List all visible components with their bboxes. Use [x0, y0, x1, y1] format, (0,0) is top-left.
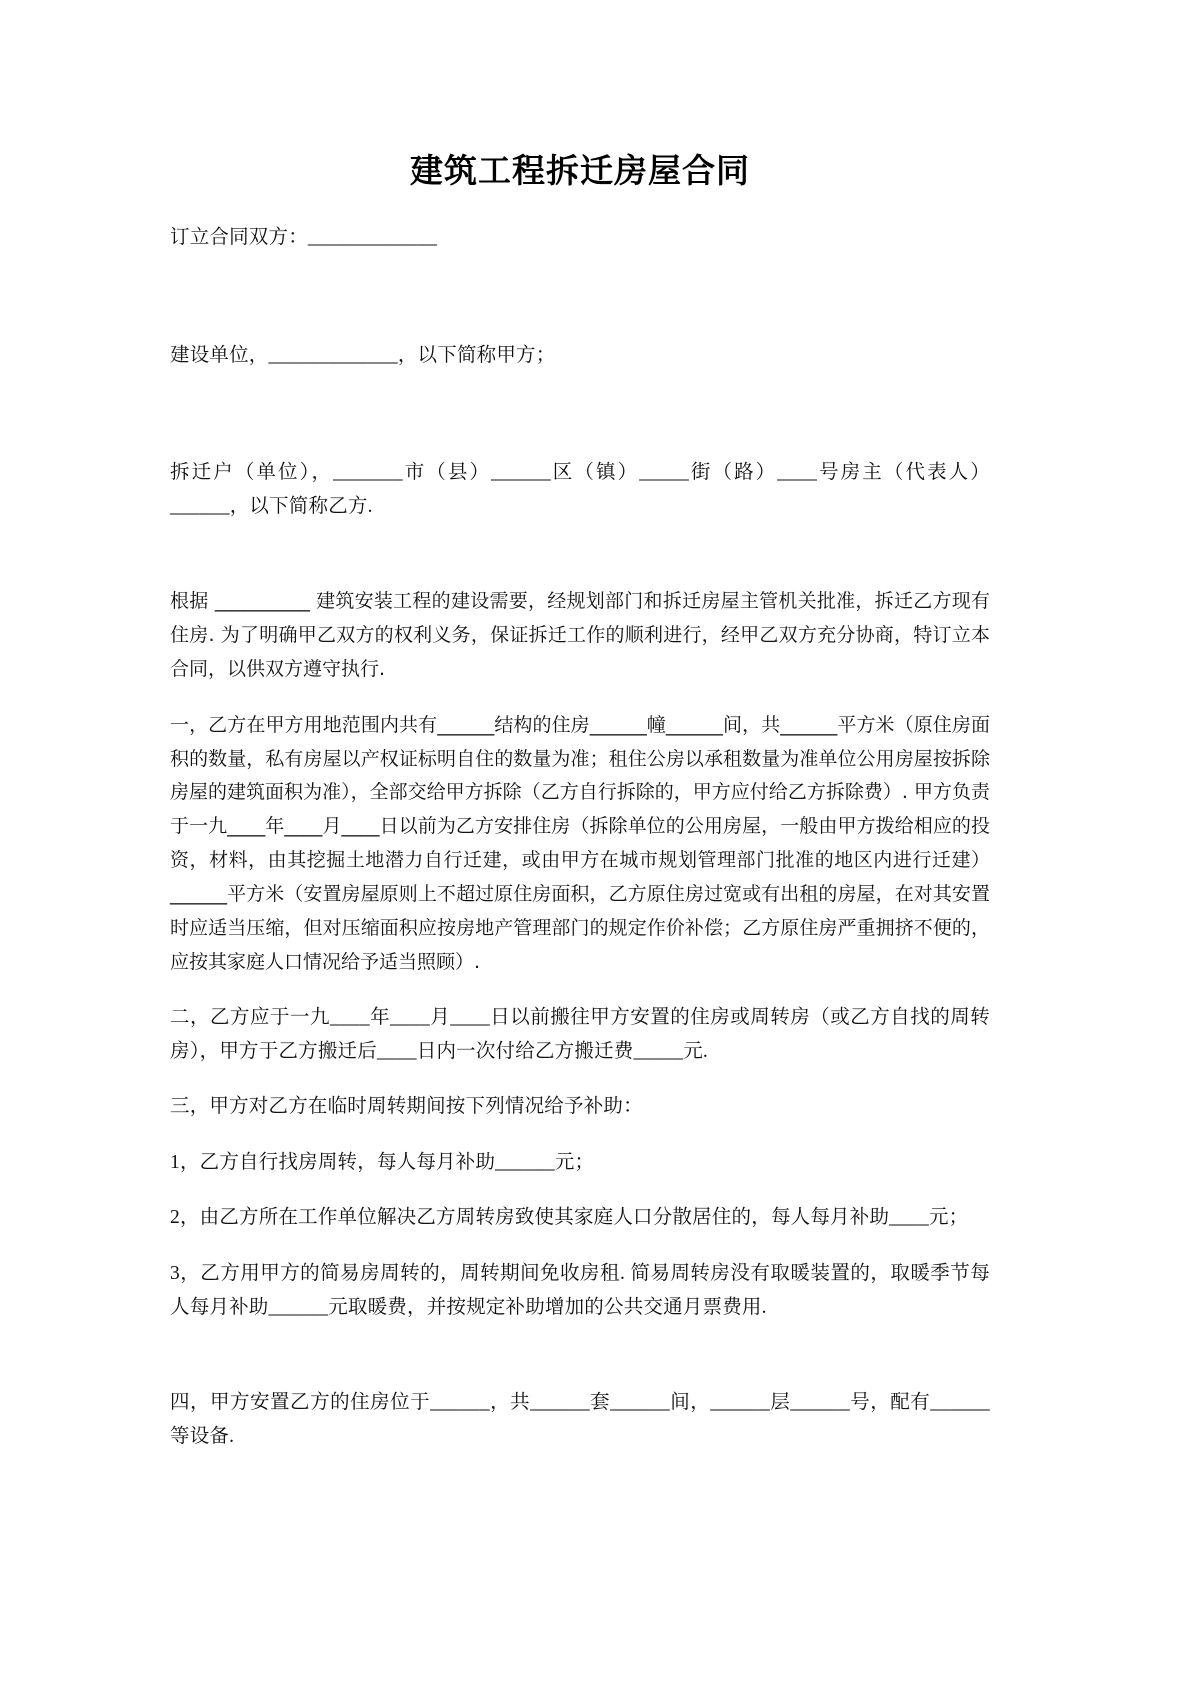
party-a-line: 建设单位，_____________，以下简称甲方；: [170, 344, 556, 366]
subclause-3: 3，乙方用甲方的简易房周转的，周转期间免收房租. 简易周转房没有取暖装置的，取暖季节每人每月补助______元取暖费，并按规定补助增加的公共交通月票费用.: [170, 1262, 990, 1318]
clause-3: 三，甲方对乙方在临时周转期间按下列情况给予补助：: [170, 1096, 643, 1118]
spacer: [170, 979, 990, 1001]
parties-line: 订立合同双方：_____________: [170, 227, 438, 249]
party-b-line: 拆迁户（单位），_______市（县）______区（镇）_____街（路）____号房主（代表人）______，以下简称乙方.: [170, 462, 990, 517]
spacer: [170, 191, 990, 221]
spacer: [170, 1179, 990, 1201]
spacer: [170, 372, 990, 456]
subclause-1: 1，乙方自行找房周转，每人每月补助______元；: [170, 1151, 595, 1173]
spacer: [170, 687, 990, 709]
preamble-paragraph: 根据 __________ 建筑安装工程的建设需要，经规划部门和拆迁房屋主管机关批准，拆迁乙方现有住房. 为了明确甲乙双方的权利义务，保证拆迁工作的顺利进行，经甲乙双方充分协商，特订立本合同，以供双方遵守执行.: [170, 590, 990, 680]
clause-4: 四，甲方安置乙方的住房位于______，共______套______间，______层______号，配有______等设备.: [170, 1392, 990, 1447]
spacer: [170, 1068, 990, 1090]
spacer: [170, 1235, 990, 1257]
clause-1: 一，乙方在甲方用地范围内共有______结构的住房______幢______间，共______平方米（原住房面积的数量，私有房屋以产权证标明自住的数量为准；租住公房以承租数量为准单位公用房屋按拆除房屋的建筑面积为准），全部交给甲方拆除（乙方自行拆除的，甲方应付给乙方拆除费）. 甲方负责于一九____年____月____日以前为乙方安排住房（拆除单位的公用房屋，一般由甲方拨给相应的投资，材料，由其挖掘土地潜力自行迁建，或由甲方在城市规划管理部门批准的地区内进行迁建）______平方米（安置房屋原则上不超过原住房面积，乙方原住房过宽或有出租的房屋，在对其安置时应适当压缩，但对压缩面积应按房地产管理部门的规定作价补偿；乙方原住房严重拥挤不便的，应按其家庭人口情况给予适当照顾）.: [170, 713, 990, 973]
clause-2: 二，乙方应于一九____年____月____日以前搬往甲方安置的住房或周转房（或乙方自找的周转房），甲方于乙方搬迁后____日内一次付给乙方搬迁费_____元.: [170, 1007, 990, 1062]
spacer: [170, 523, 990, 585]
spacer: [170, 1324, 990, 1386]
page-title: 建筑工程拆迁房屋合同: [410, 151, 750, 190]
spacer: [170, 255, 990, 339]
spacer: [170, 1124, 990, 1146]
subclause-2: 2，由乙方所在工作单位解决乙方周转房致使其家庭人口分散居住的，每人每月补助____元；: [170, 1207, 969, 1229]
